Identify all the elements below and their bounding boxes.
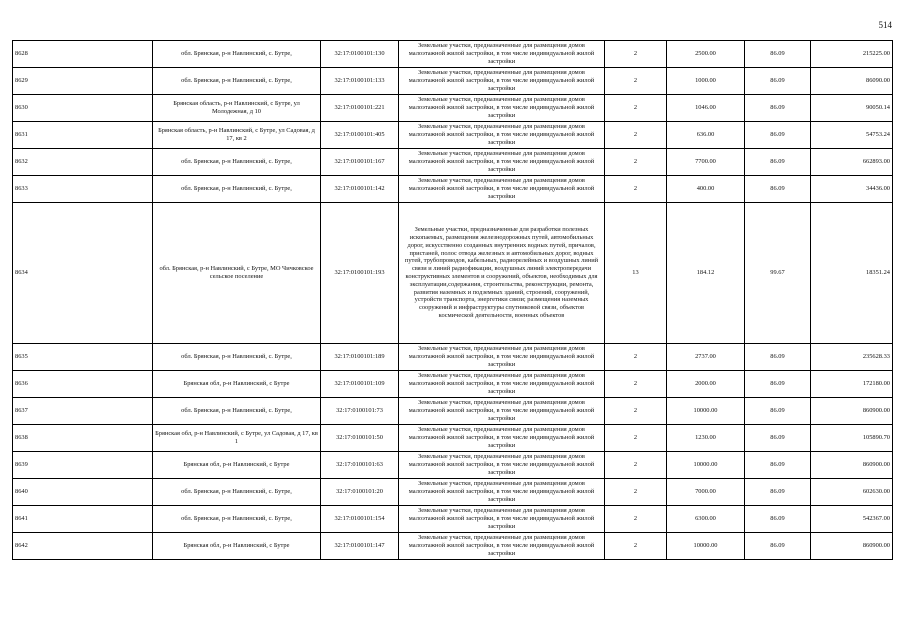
cadastral-value-cell: 18351.24 [811,203,893,344]
category-cell: 2 [605,479,667,506]
record-number: 8639 [13,452,153,479]
address-cell: обл. Брянская, р-н Навлинский, с. Бутре, [153,68,321,95]
record-number: 8637 [13,398,153,425]
page-number: 514 [878,20,892,30]
area-cell: 1000.00 [667,68,745,95]
land-use-cell: Земельные участки, предназначенные для размещения домов малоэтажной жилой застройки, в том числе индивидуальной жилой застройки [399,344,605,371]
land-use-cell: Земельные участки, предназначенные для размещения домов малоэтажной жилой застройки, в том числе индивидуальной жилой застройки [399,122,605,149]
table-row [13,95,893,122]
cadastral-value-cell: 105890.70 [811,425,893,452]
area-cell: 1230.00 [667,425,745,452]
land-use-cell: Земельные участки, предназначенные для размещения домов малоэтажной жилой застройки, в том числе индивидуальной жилой застройки [399,533,605,560]
cadastral-number-cell: 32:17:0100101:109 [321,371,399,398]
record-number: 8642 [13,533,153,560]
record-number: 8635 [13,344,153,371]
rate-cell: 86.09 [745,176,811,203]
land-use-cell: Земельные участки, предназначенные для разработки полезных ископаемых, размещения железнодорожных путей, автомобильных дорог, искусственно созданных внутренних водных путей, причалов, пристаней, полос отвода железных и автомобильных дорог, водных путей, трубопроводов, кабельных, радиорелейных и воздушных линий связи и линий радиофикации, воздушных линий электропередачи конструктивных элементов и сооружений, объектов, необходимых для эксплуатации,содержания, строительства, реконструкции, ремонта, развития наземных и подземных зданий, строений, сооружений, устройств транспорта, энергетики связи; размещения наземных сооружений и инфраструктуры спутниковой связи, объектов космической деятельности, военных объектов [399,203,605,344]
category-cell: 2 [605,371,667,398]
cadastral-number-cell: 32:17:0100101:405 [321,122,399,149]
land-use-cell: Земельные участки, предназначенные для размещения домов малоэтажной жилой застройки, в том числе индивидуальной жилой застройки [399,479,605,506]
category-cell: 2 [605,425,667,452]
category-cell: 2 [605,533,667,560]
address-cell: обл. Брянская, р-н Навлинский, с. Бутре, [153,398,321,425]
category-cell: 2 [605,41,667,68]
table-row [13,149,893,176]
record-number: 8628 [13,41,153,68]
table-row [13,425,893,452]
table-row [13,533,893,560]
area-cell: 7000.00 [667,479,745,506]
address-cell: обл. Брянская, р-н Навлинский, с. Бутре, [153,149,321,176]
rate-cell: 86.09 [745,506,811,533]
address-cell: Брянская область, р-н Навлинский, с Бутре, ул Молодежная, д 10 [153,95,321,122]
address-cell: Брянская обл, р-н Навлинский, с Бутре [153,371,321,398]
cadastral-value-cell: 542367.00 [811,506,893,533]
record-number: 8641 [13,506,153,533]
category-cell: 2 [605,122,667,149]
address-cell: обл. Брянская, р-н Навлинский, с Бутре, МО Чичковское сельское поселение [153,203,321,344]
category-cell: 2 [605,344,667,371]
category-cell: 2 [605,452,667,479]
category-cell: 2 [605,149,667,176]
cadastral-number-cell: 32:17:0100101:142 [321,176,399,203]
category-cell: 2 [605,398,667,425]
rate-cell: 86.09 [745,344,811,371]
table-row [13,176,893,203]
address-cell: обл. Брянская, р-н Навлинский, с. Бутре, [153,344,321,371]
area-cell: 2737.00 [667,344,745,371]
record-number: 8630 [13,95,153,122]
land-use-cell: Земельные участки, предназначенные для размещения домов малоэтажной жилой застройки, в том числе индивидуальной жилой застройки [399,68,605,95]
address-cell: Брянская обл, р-н Навлинский, с Бутре, ул Садовая, д 17, кв 1 [153,425,321,452]
record-number: 8633 [13,176,153,203]
address-cell: обл. Брянская, р-н Навлинский, с. Бутре, [153,176,321,203]
record-number: 8631 [13,122,153,149]
table-row [13,452,893,479]
rate-cell: 86.09 [745,533,811,560]
address-cell: Брянская обл, р-н Навлинский, с Бутре [153,533,321,560]
registry-body [13,41,893,560]
cadastral-number-cell: 32:17:0100101:20 [321,479,399,506]
table-row [13,122,893,149]
area-cell: 7700.00 [667,149,745,176]
rate-cell: 86.09 [745,479,811,506]
address-cell: обл. Брянская, р-н Навлинский, с. Бутре, [153,41,321,68]
table-row [13,371,893,398]
area-cell: 10000.00 [667,533,745,560]
land-use-cell: Земельные участки, предназначенные для размещения домов малоэтажной жилой застройки, в том числе индивидуальной жилой застройки [399,452,605,479]
category-cell: 13 [605,203,667,344]
area-cell: 10000.00 [667,452,745,479]
land-use-cell: Земельные участки, предназначенные для размещения домов малоэтажной жилой застройки, в том числе индивидуальной жилой застройки [399,95,605,122]
area-cell: 2500.00 [667,41,745,68]
record-number: 8638 [13,425,153,452]
cadastral-value-cell: 54753.24 [811,122,893,149]
cadastral-value-cell: 34436.00 [811,176,893,203]
rate-cell: 86.09 [745,452,811,479]
cadastral-number-cell: 32:17:0100101:154 [321,506,399,533]
category-cell: 2 [605,95,667,122]
area-cell: 10000.00 [667,398,745,425]
cadastral-value-cell: 90050.14 [811,95,893,122]
category-cell: 2 [605,68,667,95]
cadastral-value-cell: 86090.00 [811,68,893,95]
rate-cell: 86.09 [745,371,811,398]
cadastral-value-cell: 602630.00 [811,479,893,506]
cadastral-number-cell: 32:17:0100101:50 [321,425,399,452]
land-use-cell: Земельные участки, предназначенные для размещения домов малоэтажной жилой застройки, в том числе индивидуальной жилой застройки [399,371,605,398]
cadastral-value-cell: 172180.00 [811,371,893,398]
cadastral-number-cell: 32:17:0100101:63 [321,452,399,479]
rate-cell: 86.09 [745,41,811,68]
table-row [13,398,893,425]
record-number: 8636 [13,371,153,398]
cadastral-value-cell: 860900.00 [811,533,893,560]
address-cell: обл. Брянская, р-н Навлинский, с. Бутре, [153,506,321,533]
address-cell: обл. Брянская, р-н Навлинский, с. Бутре, [153,479,321,506]
cadastral-number-cell: 32:17:0100101:130 [321,41,399,68]
land-use-cell: Земельные участки, предназначенные для размещения домов малоэтажной жилой застройки, в том числе индивидуальной жилой застройки [399,398,605,425]
category-cell: 2 [605,176,667,203]
rate-cell: 86.09 [745,122,811,149]
area-cell: 184.12 [667,203,745,344]
cadastral-value-cell: 662893.00 [811,149,893,176]
table-row [13,479,893,506]
address-cell: Брянская область, р-н Навлинский, с Бутре, ул Садовая, д 17, кв 2 [153,122,321,149]
cadastral-number-cell: 32:17:0100101:167 [321,149,399,176]
table-row [13,68,893,95]
record-number: 8640 [13,479,153,506]
land-use-cell: Земельные участки, предназначенные для размещения домов малоэтажной жилой застройки, в том числе индивидуальной жилой застройки [399,176,605,203]
record-number: 8629 [13,68,153,95]
table-row [13,41,893,68]
area-cell: 636.00 [667,122,745,149]
address-cell: Брянская обл, р-н Навлинский, с Бутре [153,452,321,479]
rate-cell: 86.09 [745,149,811,176]
table-row [13,203,893,344]
rate-cell: 86.09 [745,425,811,452]
category-cell: 2 [605,506,667,533]
rate-cell: 86.09 [745,95,811,122]
cadastral-value-cell: 860900.00 [811,452,893,479]
cadastral-value-cell: 235628.33 [811,344,893,371]
table-row [13,506,893,533]
record-number: 8634 [13,203,153,344]
cadastral-number-cell: 32:17:0100101:189 [321,344,399,371]
cadastral-number-cell: 32:17:0100101:221 [321,95,399,122]
area-cell: 6300.00 [667,506,745,533]
rate-cell: 99.67 [745,203,811,344]
cadastral-value-cell: 860900.00 [811,398,893,425]
land-use-cell: Земельные участки, предназначенные для размещения домов малоэтажной жилой застройки, в том числе индивидуальной жилой застройки [399,149,605,176]
cadastral-value-cell: 215225.00 [811,41,893,68]
land-registry-table [12,40,893,560]
cadastral-number-cell: 32:17:0100101:73 [321,398,399,425]
cadastral-number-cell: 32:17:0100101:133 [321,68,399,95]
land-use-cell: Земельные участки, предназначенные для размещения домов малоэтажной жилой застройки, в том числе индивидуальной жилой застройки [399,425,605,452]
land-use-cell: Земельные участки, предназначенные для размещения домов малоэтажной жилой застройки, в том числе индивидуальной жилой застройки [399,41,605,68]
cadastral-number-cell: 32:17:0100101:193 [321,203,399,344]
cadastral-number-cell: 32:17:0100101:147 [321,533,399,560]
area-cell: 1046.00 [667,95,745,122]
rate-cell: 86.09 [745,68,811,95]
table-row [13,344,893,371]
rate-cell: 86.09 [745,398,811,425]
record-number: 8632 [13,149,153,176]
area-cell: 2000.00 [667,371,745,398]
land-use-cell: Земельные участки, предназначенные для размещения домов малоэтажной жилой застройки, в том числе индивидуальной жилой застройки [399,506,605,533]
area-cell: 400.00 [667,176,745,203]
